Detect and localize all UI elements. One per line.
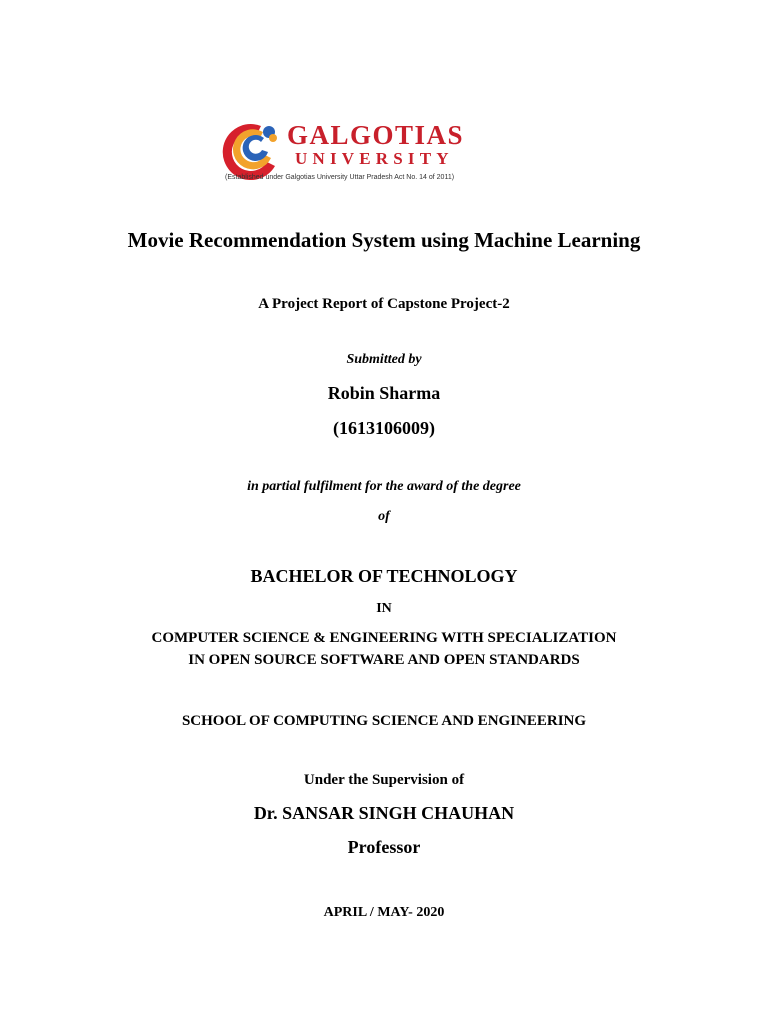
report-title: Movie Recommendation System using Machine Learning	[127, 228, 641, 252]
submission-date: APRIL / MAY- 2020	[323, 905, 445, 920]
partial-fulfilment-text: in partial fulfilment for the award of the degree	[247, 479, 521, 494]
degree-name: BACHELOR OF TECHNOLOGY	[250, 566, 518, 586]
logo-tagline: (Established under Galgotias University Uttar Pradesh Act No. 14 of 2011)	[225, 174, 455, 181]
in-text: IN	[376, 601, 392, 616]
submitted-by-label: Submitted by	[346, 352, 422, 367]
university-logo	[217, 118, 551, 184]
report-subtitle: A Project Report of Capstone Project-2	[258, 296, 510, 312]
of-text: of	[378, 509, 390, 524]
logo-name-line2: UNIVERSITY	[295, 149, 454, 168]
specialization-line-2: IN OPEN SOURCE SOFTWARE AND OPEN STANDARDS	[188, 652, 580, 668]
logo-name-line1: GALGOTIAS	[287, 120, 465, 150]
student-id: (1613106009)	[333, 418, 435, 438]
logo-emblem-icon	[223, 124, 277, 180]
school-name: SCHOOL OF COMPUTING SCIENCE AND ENGINEERING	[181, 713, 587, 729]
supervision-label: Under the Supervision of	[303, 772, 465, 788]
supervisor-designation: Professor	[347, 837, 421, 857]
supervisor-name: Dr. SANSAR SINGH CHAUHAN	[253, 803, 515, 823]
specialization-line-1: COMPUTER SCIENCE & ENGINEERING WITH SPECIALIZATION	[151, 630, 617, 646]
student-name: Robin Sharma	[327, 383, 441, 403]
